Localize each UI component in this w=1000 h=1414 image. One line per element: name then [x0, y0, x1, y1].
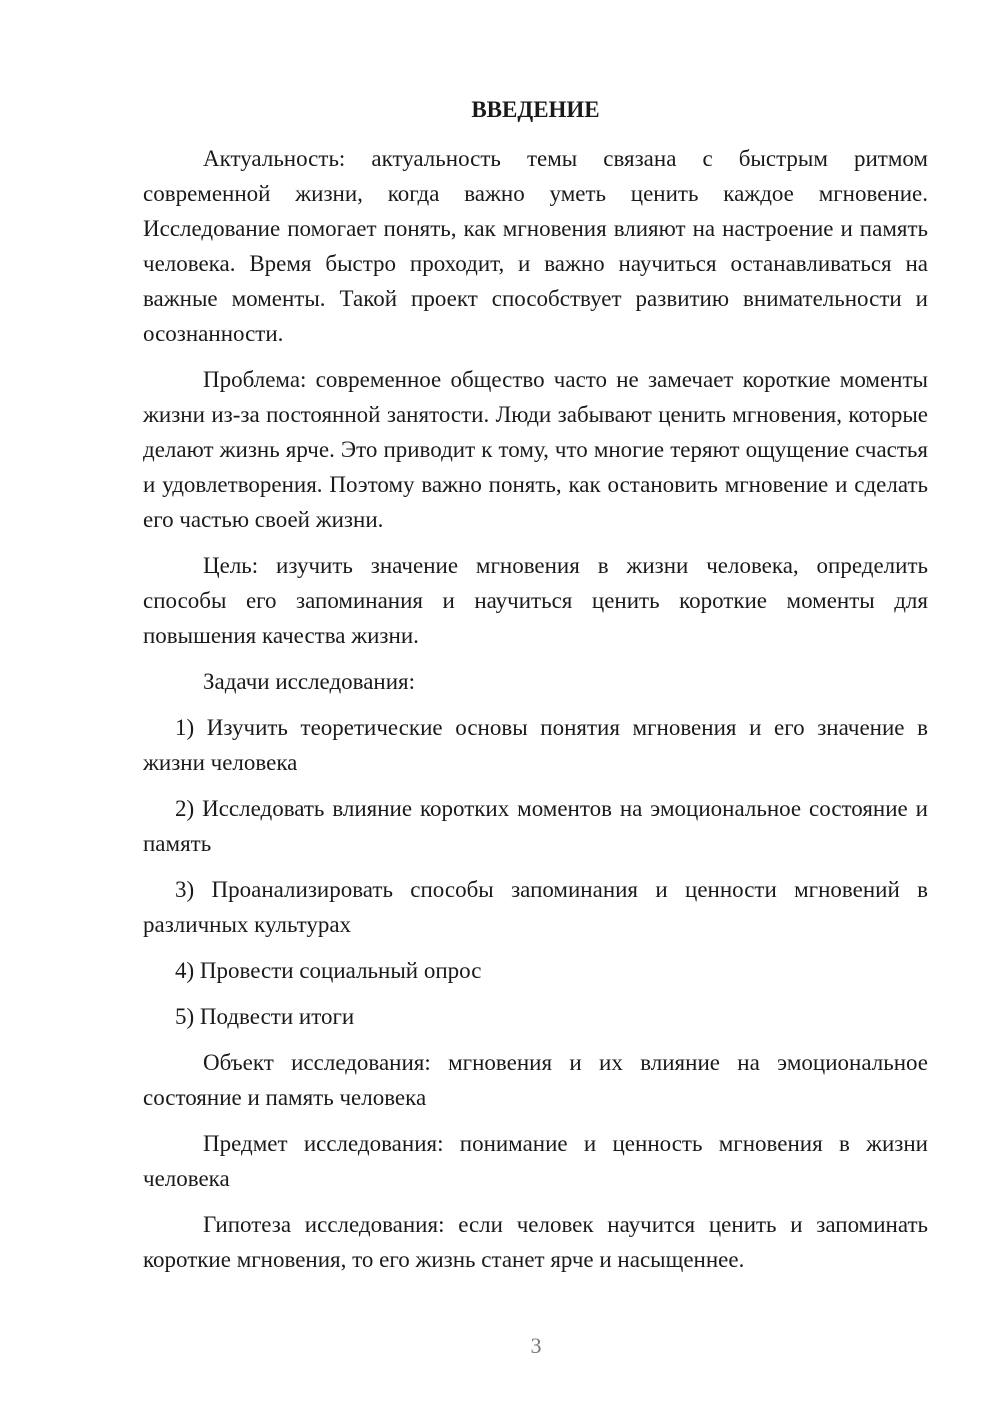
task-item-1: 1) Изучить теоретические основы понятия мгновения и его значение в жизни человека — [143, 715, 928, 775]
paragraph-hypothesis: Гипотеза исследования: если человек научится ценить и запоминать короткие мгновения, то его жизнь станет ярче и насыщеннее. — [143, 1212, 928, 1272]
paragraph-object: Объект исследования: мгновения и их влияние на эмоциональное состояние и память человека — [143, 1050, 928, 1110]
paragraph-goal: Цель: изучить значение мгновения в жизни человека, определить способы его запоминания и научиться ценить короткие моменты для повышения качества жизни. — [143, 553, 928, 648]
page-number: 3 — [530, 1333, 542, 1358]
task-item-4: 4) Провести социальный опрос — [175, 958, 482, 983]
paragraph-problem: Проблема: современное общество часто не замечает короткие моменты жизни из-за постоянной занятости. Люди забывают ценить мгновения, которые делают жизнь ярче. Это приводит к тому, что многие теряют ощущение счастья и удовлетворения. Поэтому важно понять, как остановить мгновение и сделать его частью своей жизни. — [143, 367, 928, 532]
task-item-5: 5) Подвести итоги — [175, 1004, 355, 1029]
paragraph-relevance: Актуальность: актуальность темы связана с быстрым ритмом современной жизни, когда важно уметь ценить каждое мгновение. Исследование помогает понять, как мгновения влияют на настроение и память человека. Время быстро проходит, и важно научиться останавливаться на важные моменты. Такой проект способствует развитию внимательности и осознанности. — [143, 146, 928, 346]
task-item-3: 3) Проанализировать способы запоминания и ценности мгновений в различных культурах — [143, 877, 928, 937]
page-title: ВВЕДЕНИЕ — [471, 97, 600, 122]
page-content — [143, 95, 928, 1288]
task-item-2: 2) Исследовать влияние коротких моментов на эмоциональное состояние и память — [143, 796, 928, 856]
tasks-heading: Задачи исследования: — [203, 669, 416, 694]
paragraph-subject: Предмет исследования: понимание и ценность мгновения в жизни человека — [143, 1131, 928, 1191]
